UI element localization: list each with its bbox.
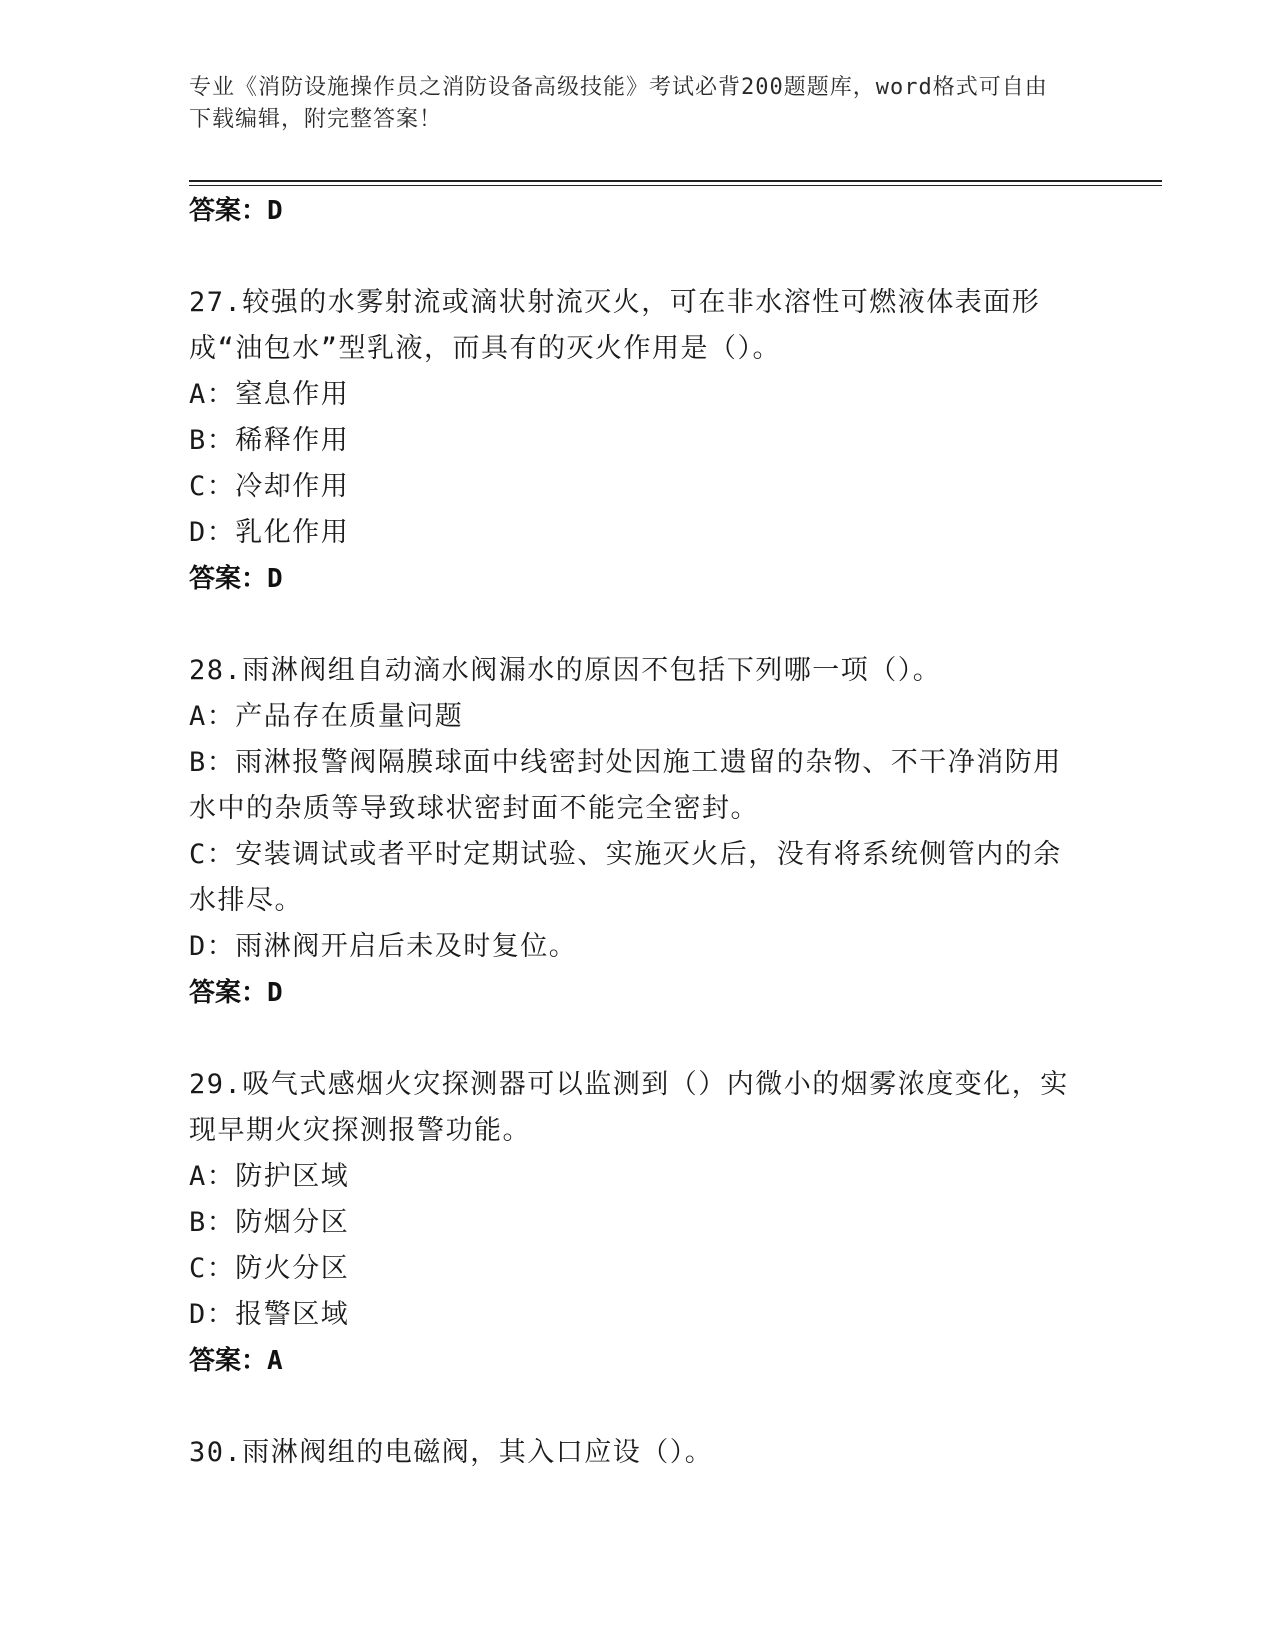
question-stem: 28.雨淋阀组自动滴水阀漏水的原因不包括下列哪一项（）。 — [189, 655, 942, 686]
question-option: C：安装调试或者平时定期试验、实施灭火后，没有将系统侧管内的余水排尽。 — [189, 839, 1062, 916]
answer-line: 答案：D — [189, 196, 283, 226]
question-option: D：雨淋阀开启后未及时复位。 — [189, 931, 578, 962]
question-option: C：冷却作用 — [189, 471, 350, 502]
question-option: B：稀释作用 — [189, 425, 350, 456]
question-option: D：乳化作用 — [189, 517, 350, 548]
answer-line: 答案：D — [189, 978, 283, 1008]
question-option: A：窒息作用 — [189, 379, 350, 410]
page-header: 专业《消防设施操作员之消防设备高级技能》考试必背200题题库，word格式可自由下载编辑，附完整答案！ — [189, 75, 1048, 132]
question-stem: 30.雨淋阀组的电磁阀，其入口应设（）。 — [189, 1437, 714, 1468]
question-stem: 29.吸气式感烟火灾探测器可以监测到（）内微小的烟雾浓度变化，实现早期火灾探测报警功能。 — [189, 1069, 1069, 1146]
question-stem: 27.较强的水雾射流或滴状射流灭火，可在非水溶性可燃液体表面形成“油包水”型乳液，而具有的灭火作用是（）。 — [189, 287, 1041, 364]
answer-line: 答案：A — [189, 1346, 283, 1376]
question-option: C：防火分区 — [189, 1253, 350, 1284]
question-option: D：报警区域 — [189, 1299, 350, 1330]
question-option: B：防烟分区 — [189, 1207, 350, 1238]
question-option: A：产品存在质量问题 — [189, 701, 464, 732]
question-option: B：雨淋报警阀隔膜球面中线密封处因施工遗留的杂物、不干净消防用水中的杂质等导致球状密封面不能完全密封。 — [189, 747, 1062, 824]
header-rule-thin — [189, 185, 1162, 186]
question-option: A：防护区域 — [189, 1161, 350, 1192]
header-rule-thick — [189, 180, 1162, 182]
document-body — [189, 188, 1089, 1476]
answer-line: 答案：D — [189, 564, 283, 594]
